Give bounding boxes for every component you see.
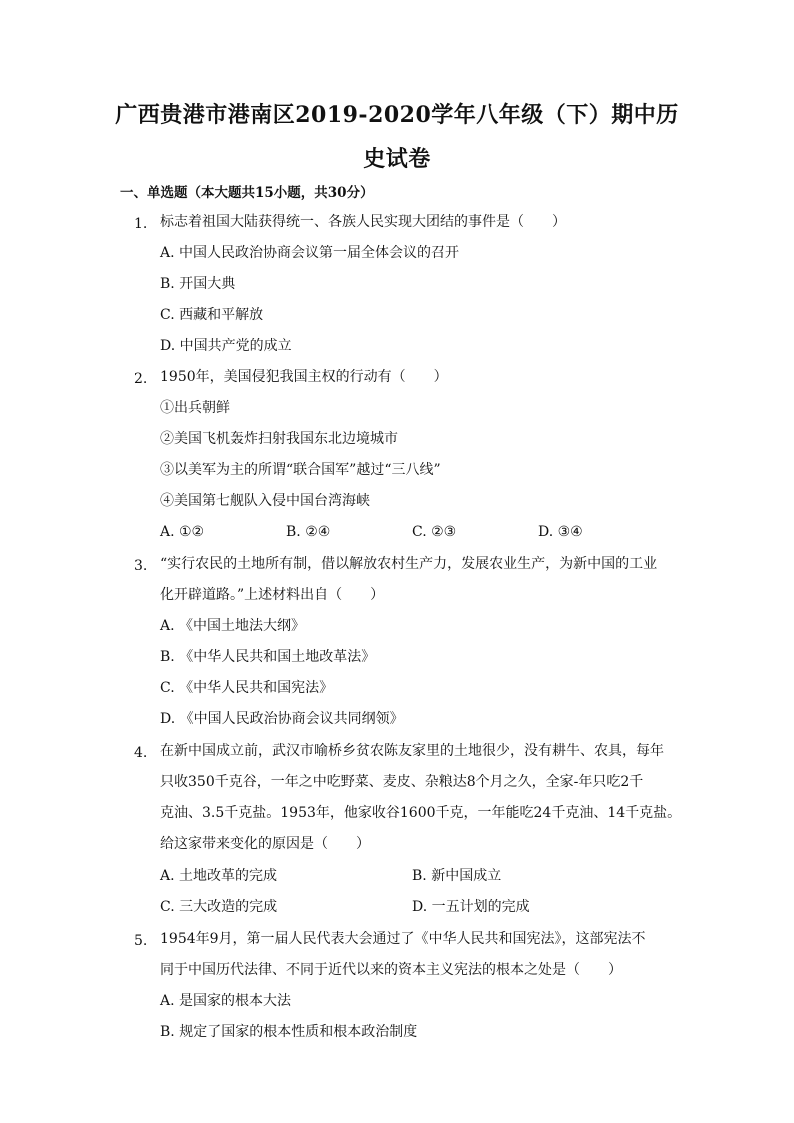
question-2-option-d: D. ③④ <box>538 524 583 540</box>
question-5-text-line-1: 1954年9月，第一届人民代表大会通过了《中华人民共和国宪法》，这部宪法不 <box>160 931 646 947</box>
question-3-option-a: A. 《中国土地法大纲》 <box>160 618 306 634</box>
question-4-option-b: B. 新中国成立 <box>412 868 502 884</box>
question-3-option-d: D. 《中国人民政治协商会议共同纲领》 <box>160 711 404 727</box>
question-2-statement-3: ③以美军为主的所谓“联合国军”越过“三八线” <box>160 462 441 478</box>
question-4-number: 4. <box>134 745 148 761</box>
question-1-option-c: C. 西藏和平解放 <box>160 307 264 323</box>
question-3-text-line-2: 化开辟道路。”上述材料出自（ ） <box>160 587 385 603</box>
question-4-option-d: D. 一五计划的完成 <box>412 899 530 915</box>
exam-title-line-1: 广西贵港市港南区2019-2020学年八年级（下）期中历 <box>115 102 679 128</box>
question-3-number: 3. <box>134 558 148 574</box>
question-4-text-line-4: 给这家带来变化的原因是（ ） <box>160 836 370 852</box>
question-4-option-c: C. 三大改造的完成 <box>160 899 278 915</box>
question-2-statement-1: ①出兵朝鲜 <box>160 400 230 416</box>
question-4-text-line-2: 只收350千克谷，一年之中吃野菜、麦皮、杂粮达8个月之久，全家-年只吃2千 <box>160 774 644 790</box>
question-2-number: 2. <box>134 371 148 387</box>
section-heading: 一、单选题（本大题共15小题，共30分） <box>120 185 374 201</box>
question-4-text-line-3: 克油、3.5千克盐。1953年，他家收谷1600千克，一年能吃24千克油、14千克盐。 <box>160 805 682 821</box>
question-1-text: 标志着祖国大陆获得统一、各族人民实现大团结的事件是（ ） <box>160 214 566 230</box>
question-1-option-a: A. 中国人民政治协商会议第一届全体会议的召开 <box>160 245 460 261</box>
question-5-text-line-2: 同于中国历代法律、不同于近代以来的资本主义宪法的根本之处是（ ） <box>160 962 622 978</box>
question-5-number: 5. <box>134 933 148 949</box>
question-2-option-b: B. ②④ <box>286 524 331 540</box>
question-4-option-a: A. 土地改革的完成 <box>160 868 278 884</box>
question-5-option-a: A. 是国家的根本大法 <box>160 993 292 1009</box>
question-3-option-b: B. 《中华人民共和国土地改革法》 <box>160 649 376 665</box>
question-1-option-b: B. 开国大典 <box>160 276 236 292</box>
question-1-option-d: D. 中国共产党的成立 <box>160 338 292 354</box>
exam-title-line-2: 史试卷 <box>363 146 431 172</box>
question-3-text-line-1: “实行农民的土地所有制，借以解放农村生产力，发展农业生产，为新中国的工业 <box>160 556 658 572</box>
question-2-statement-2: ②美国飞机轰炸扫射我国东北边境城市 <box>160 431 398 447</box>
question-4-text-line-1: 在新中国成立前，武汉市喻桥乡贫农陈友家里的土地很少，没有耕牛、农具，每年 <box>160 743 664 759</box>
question-5-option-b: B. 规定了国家的根本性质和根本政治制度 <box>160 1024 418 1040</box>
question-3-option-c: C. 《中华人民共和国宪法》 <box>160 680 334 696</box>
question-2-text: 1950年，美国侵犯我国主权的行动有（ ） <box>160 369 448 385</box>
question-2-option-a: A. ①② <box>160 524 205 540</box>
question-1-number: 1. <box>134 216 148 232</box>
question-2-option-c: C. ②③ <box>412 524 457 540</box>
question-2-statement-4: ④美国第七舰队入侵中国台湾海峡 <box>160 493 370 509</box>
